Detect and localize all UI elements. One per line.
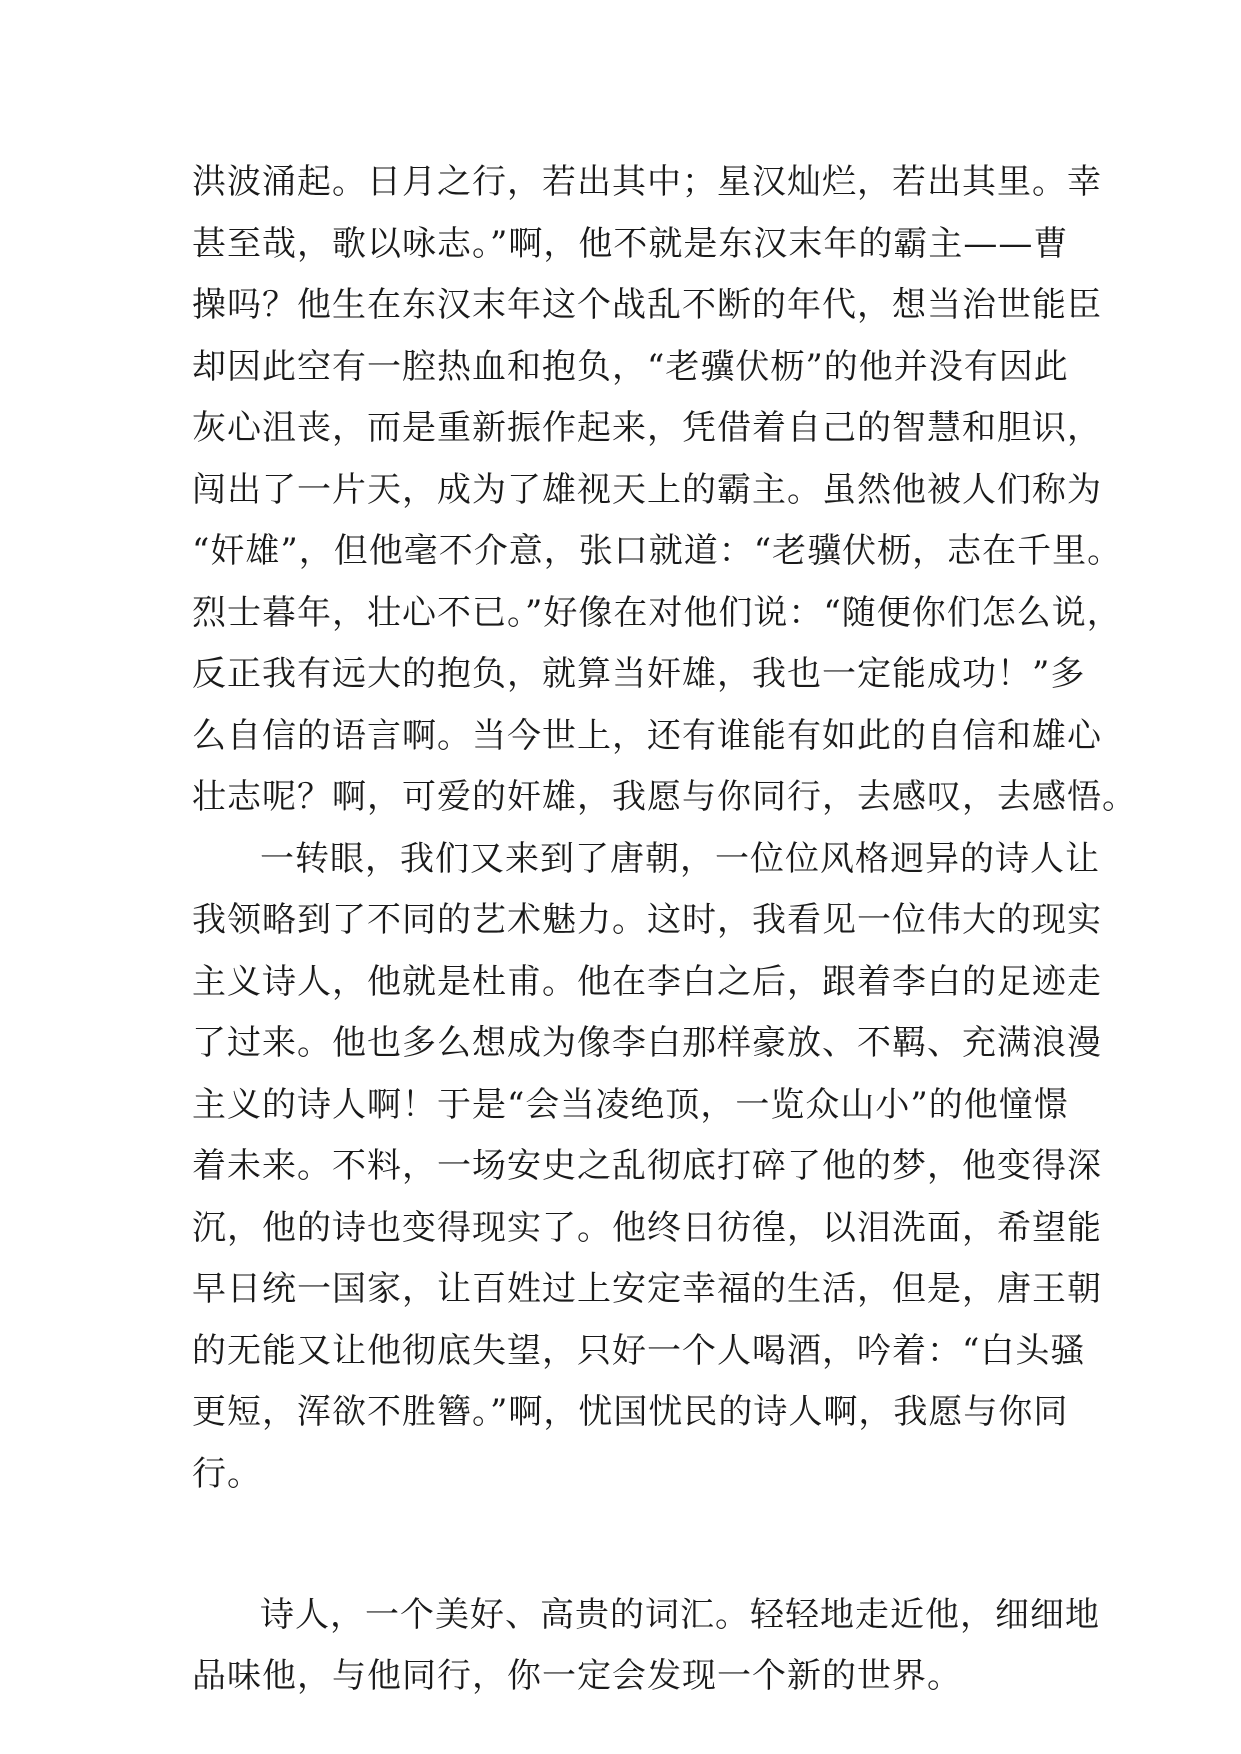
text-line: 行。	[192, 1453, 262, 1494]
paragraph	[192, 829, 1102, 1567]
text-line: 洪波涌起。日月之行，若出其中；星汉灿烂，若出其里。幸	[192, 162, 1102, 202]
text-line: 品味他，与他同行，你一定会发现一个新的世界。	[192, 1656, 962, 1696]
paragraph-spacer	[192, 1567, 1072, 1585]
text-line: 烈士暮年，壮心不已。”好像在对他们说：“随便你们怎么说，	[192, 592, 1122, 633]
paragraph	[192, 152, 1137, 829]
text-line: 操吗？他生在东汉末年这个战乱不断的年代，想当治世能臣	[192, 285, 1102, 325]
text-line: 灰心沮丧，而是重新振作起来，凭借着自己的智慧和胆识，	[192, 408, 1102, 448]
text-line: “奸雄”，但他毫不介意，张口就道：“老骥伏枥，志在千里。	[192, 531, 1123, 571]
text-line: 的无能又让他彻底失望，只好一个人喝酒，吟着：“白头骚	[192, 1330, 1086, 1371]
text-line: 着未来。不料，一场安史之乱彻底打碎了他的梦，他变得深	[192, 1146, 1102, 1186]
text-line: 一转眼，我们又来到了唐朝，一位位风格迥异的诗人让	[260, 838, 1100, 879]
text-line: 壮志呢？啊，可爱的奸雄，我愿与你同行，去感叹，去感悟。	[192, 777, 1137, 817]
text-line: 么自信的语言啊。当今世上，还有谁能有如此的自信和雄心	[192, 715, 1102, 756]
text-line: 我领略到了不同的艺术魅力。这时，我看见一位伟大的现实	[192, 900, 1102, 940]
paragraph	[192, 1585, 1100, 1708]
text-line: 闯出了一片天，成为了雄视天上的霸主。虽然他被人们称为	[192, 469, 1102, 510]
text-line: 主义的诗人啊！于是“会当凌绝顶，一览众山小”的他憧憬	[192, 1084, 1069, 1125]
text-line	[192, 1505, 1072, 1567]
text-line: 早日统一国家，让百姓过上安定幸福的生活，但是，唐王朝	[192, 1269, 1102, 1309]
text-line: 沉，他的诗也变得现实了。他终日彷徨，以泪洗面，希望能	[192, 1207, 1102, 1248]
text-line: 却因此空有一腔热血和抱负，“老骥伏枥”的他并没有因此	[192, 346, 1069, 387]
text-line: 反正我有远大的抱负，就算当奸雄，我也一定能成功！”多	[192, 654, 1086, 694]
text-line: 更短，浑欲不胜簪。”啊，忧国忧民的诗人啊，我愿与你同	[192, 1392, 1069, 1432]
essay-body	[192, 152, 1137, 1708]
text-line: 主义诗人，他就是杜甫。他在李白之后，跟着李白的足迹走	[192, 961, 1102, 1002]
text-line: 了过来。他也多么想成为像李白那样豪放、不羁、充满浪漫	[192, 1023, 1102, 1063]
text-line: 诗人，一个美好、高贵的词汇。轻轻地走近他，细细地	[260, 1594, 1100, 1635]
text-line: 甚至哉，歌以咏志。”啊，他不就是东汉末年的霸主——曹	[192, 223, 1069, 264]
